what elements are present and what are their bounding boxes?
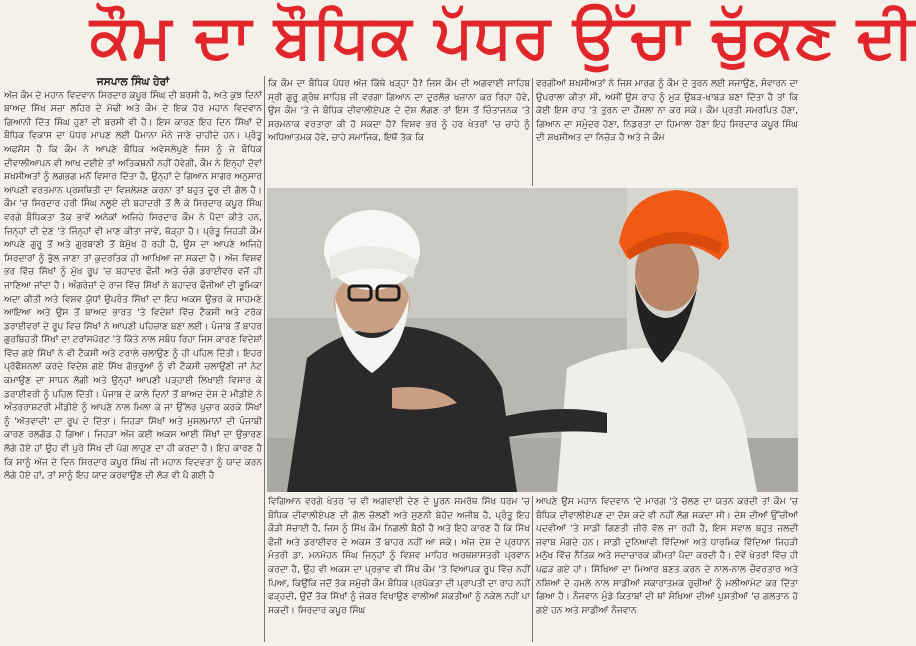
column-text-5: ਆਪਣੇ ਉਸ ਮਹਾਨ ਵਿਦਵਾਨ 'ਦੇ ਮਾਰਗ 'ਤੇ ਚੱਲਣ ਦਾ ਯਤਨ ਕਰਦੀ ਤਾਂ ਕੌਮ 'ਚ ਬੌਧਿਕ ਦੀਵਾਲੀਏਪਣ ਦਾ ਦੋਸ਼ ਕਦੇ ਵੀ ਨਹੀਂ ਲੱਗ ਸਕਦਾ ਸੀ। ਦੇਸ਼ ਦੀਆਂ ਉੱਚੀਆਂ ਪਦਵੀਆਂ 'ਤੇ ਸਾਡੀ ਗਿਣਤੀ ਜ਼ੀਰੋ ਵੱਲ ਜਾ ਰਹੀ ਹੈ, ਇਸ ਸਵਾਲ ਬਹੁਤ ਜਲਦੀ ਜਵਾਬ ਮੰਗਦੇ ਹਨ। ਸਾਡੀ ਦੁਨਿਆਵੀ ਵਿੱਦਿਆ ਅਤੇ ਧਾਰਮਿਕ ਵਿੱਦਿਆ ਜਿਹੜੀ ਮਨੁੱਖ ਵਿੱਚ ਨੈਤਿਕ ਅਤੇ ਸਦਾਚਾਰਕ ਕੀਮਤਾਂ ਪੈਦਾ ਕਰਦੀ ਹੈ। ਦੋਵੇਂ ਖੇਤਰਾਂ ਵਿੱਚ ਹੀ ਪਛੜ ਗਏ ਹਾਂ। ਸਿੱਖਿਆ ਦਾ ਮਿਆਰ ਬਣਤ ਕਰਨ ਦੇ ਨਾਲ-ਨਾਲ ਚੌਵਰਤਾਰ ਅਤੇ ਨਸ਼ਿਆਂ ਦੇ ਹਮਲੇ ਨਾਲ ਸਾਡੀਆਂ ਸਕਾਰਾਤਮਕ ਰੁਚੀਆਂ ਨੂੰ ਮਲੀਆਮੇਟ ਕਰ ਦਿੱਤਾ ਗਿਆ ਹੈ। ਨੌਜਵਾਨ ਮੁੰਡੇ ਕਿਤਾਬਾਂ ਦੀ ਥਾਂ ਸੰਖਿਆ ਦੀਆਂ ਪੁਸ਼ਤੀਆਂ 'ਚ ਗਲਤਾਨ ਹੋ ਗਏ ਹਨ ਅਤੇ ਸਾਡੀਆਂ ਨੌਜਵਾਨ (536, 497, 798, 616)
column-text-3: ਵਰਗੀਆਂ ਸ਼ਖਸੀਅਤਾਂ ਨੇ ਜਿਸ ਮਾਰਗ ਨੂੰ ਕੌਮ ਦੇ ਤੁਰਨ ਲਈ ਸਜਾਉਣ, ਸੰਵਾਰਨ ਦਾ ਉਪਰਾਲਾ ਕੀਤਾ ਸੀ, ਅਸੀਂ ਉਸ ਰਾਹ ਨੂੰ ਮੁੜ ਉਬੜ-ਖਾਬੜ ਬਣਾ ਦਿੱਤਾ ਹੈ ਤਾਂ ਕਿ ਕੋਈ ਇਸ ਰਾਹ 'ਤੇ ਤੁਰਨ ਦਾ ਹੌਂਸਲਾ ਨਾ ਕਰ ਸਕੇ। ਕੌਮ ਪ੍ਰਤੀ ਸਮਰਪਿਤ ਹੋਣਾ, ਗਿਆਨ ਦਾ ਸਮੁੰਦਰ ਹੋਣਾ, ਨਿਡਰਤਾ ਦਾ ਹਿਮਾਲਾ ਹੋਣਾ ਇਹ ਸਿਰਦਾਰ ਕਪੂਰ ਸਿੰਘ ਦੀ ਸ਼ਖਸੀਅਤ ਦਾ ਨਿਚੋੜ ਹੈ ਅਤੇ ਜੇ ਕੌਮ (536, 79, 798, 144)
column-text-4: ਵਿਗਿਆਨ ਵਰਗੇ ਖੇਤਰ 'ਚ ਵੀ ਅਗਵਾਈ ਦੇਣ ਦੇ ਪੂਰਨ ਸਮਰੱਥ ਸਿੱਖ ਧਰਮ 'ਚ ਬੌਧਿਕ ਦੀਵਾਲੀਏਪਣ ਦੀ ਗੱਲ ਚੱਲਣੀ ਅਤੇ ਸੁਣਨੀ ਬੇਹੱਦ ਅਜੀਬ ਹੈ, ਪ੍ਰੰਤੂ ਇਹ ਕੌੜੀ ਸੱਚਾਈ ਹੈ, ਜਿਸ ਨੂੰ ਸਿੱਖ ਕੌਮ ਨਿਗਲੀ ਬੈਠੀ ਹੈ ਅਤੇ ਇਹੋ ਕਾਰਣ ਹੈ ਕਿ ਸਿੱਖ ਫੌਜੀ ਅਤੇ ਡਰਾਈਵਰ ਦੇ ਅਕਸ ਤੋਂ ਬਾਹਰ ਨਹੀਂ ਆ ਸਕੇ। ਅੱਜ ਦੇਸ਼ ਦੇ ਪ੍ਰਧਾਨ ਮੰਤਰੀ ਡਾ. ਮਨਮੋਹਨ ਸਿੰਘ ਜਿਨ੍ਹਾਂ ਨੂੰ ਵਿਸ਼ਵ ਮਾਹਿਰ ਅਰਥਸ਼ਾਸਤਰੀ ਪ੍ਰਵਾਨ ਕਰਦਾ ਹੈ, ਉਹ ਵੀ ਅਕਸ ਦਾ ਪ੍ਰਭਾਵ ਵੀ ਸਿੱਖ ਕੌਮ 'ਤੇ ਵਿਆਪਕ ਰੂਪ ਵਿੱਚ ਨਹੀਂ ਪਿਆ, ਕਿਉਂਕਿ ਜਦੋਂ ਤੱਕ ਸਮੁੱਚੀ ਕੌਮ ਬੌਧਿਕ ਪ੍ਰਪੱਕਤਾ ਦੀ ਪ੍ਰਾਪਤੀ ਦਾ ਰਾਹ ਨਹੀਂ ਫੜ੍ਹਦੀ, ਉਦੋਂ ਤੱਕ ਸਿੱਖਾਂ ਨੂੰ ਜੇਕਰ ਵਿਖਾਉਣ ਵਾਲੀਆਂ ਸ਼ਕਤੀਆਂ ਨੂੰ ਨਕੇਲ ਨਹੀਂ ਪਾ ਸਕਦੀ। ਸਿਰਦਾਰ ਕਪੂਰ ਸਿੰਘ (268, 497, 530, 616)
column-text-1: ਅੱਜ ਕੌਮ ਦੇ ਮਹਾਨ ਵਿਦਵਾਨ ਸਿਰਦਾਰ ਕਪੂਰ ਸਿੰਘ ਦੀ ਬਰਸੀ ਹੈ, ਅਤੇ ਕੁਝ ਦਿਨਾਂ ਬਾਅਦ ਸਿੱਖ ਸਜ਼ਾ ਲਹਿਰ ਦੇ ਮੋਢੀ ਅਤੇ ਕੌਮ ਦੇ ਇਕ ਹੋਰ ਮਹਾਨ ਵਿਦਵਾਨ ਗਿਆਨੀ ਦਿੱਤ ਸਿੰਘ ਹੁਣਾਂ ਦੀ ਬਰਸੀ ਵੀ ਹੈ। ਇਸ ਕਾਰਣ ਇਹ ਦਿਨ ਸਿੱਖਾਂ ਦੇ ਬੌਧਿਕ ਵਿਕਾਸ ਦਾ ਪੱਧਰ ਮਾਪਣ ਲਈ ਪੈਮਾਨਾ ਮੰਨੇ ਜਾਣੇ ਚਾਹੀਦੇ ਹਨ। ਪ੍ਰੰਤੂ ਅਫਸੋਸ ਹੈ ਕਿ ਕੌਮ ਨੇ ਆਪਣੇ ਬੌਧਿਕ ਅਵੇਸਲੇਪੁਣੇ ਜਿਸ ਨੂੰ ਜੇ ਬੌਧਿਕ ਦੀਵਾਲੀਆਪਨ ਵੀ ਆਖ ਦਈਏ ਤਾਂ ਅਤਿਕਥਨੀ ਨਹੀਂ ਹੋਵੇਗੀ, ਕੌਮ ਨੇ ਇਨ੍ਹਾਂ ਦੋਵਾਂ ਸ਼ਖਸੀਅਤਾਂ ਨੂੰ ਲਗਭਗ ਮਨੋਂ ਵਿਸਾਰ ਦਿੱਤਾ ਹੈ, ਉਨ੍ਹਾਂ ਦੇ ਗਿਆਨ ਸਾਗਰ ਅਨੁਸਾਰ ਆਪਣੀ ਵਰਤਮਾਨ ਪ੍ਰਸਥਿਤੀ ਦਾ ਵਿਸ਼ਲੇਸ਼ਣ ਕਰਨਾ ਤਾਂ ਬਹੁਤ ਦੂਰ ਦੀ ਗੱਲ ਹੈ। ਕੌਮ 'ਚ ਸਿਰਦਾਰ ਹਰੀ ਸਿੰਘ ਨਲੂਏ ਦੀ ਬਹਾਦਰੀ ਤੋਂ ਲੈ ਕੇ ਸਿਰਦਾਰ ਕਪੂਰ ਸਿੰਘ ਵਰਗੇ ਬੌਧਿਕਤਾ ਤੱਕ ਭਾਵੇਂ ਅਨੇਕਾਂ ਅਜਿਹੇ ਸਿਰਦਾਰ ਕੌਮ ਨੇ ਪੈਦਾ ਕੀਤੇ ਹਨ, ਜਿਨ੍ਹਾਂ ਦੀ ਦੇਣ 'ਤੇ ਜਿੰਨ੍ਹਾਂ ਵੀ ਮਾਣ ਕੀਤਾ ਜਾਵੇ, ਥੋੜ੍ਹਾ ਹੈ। ਪ੍ਰੰਤੂ ਜਿਹੜੀ ਕੌਮ ਆਪਣੇ ਗੁਰੂ ਤੋਂ ਅਤੇ ਗੁਰਬਾਣੀ ਤੋਂ ਬੇਮੁੱਖ ਹੋ ਰਹੀ ਹੈ, ਉਸ ਦਾ ਆਪਣੇ ਅਜਿਹੇ ਸਿਰਦਾਰਾਂ ਨੂੰ ਭੁੱਲ ਜਾਣਾ ਤਾਂ ਕੁਦਰਤਿਕ ਹੀ ਆਖਿਆ ਜਾ ਸਕਦਾ ਹੈ। ਅੱਜ ਵਿਸ਼ਵ ਭਰ ਵਿੱਚ ਸਿੱਖਾਂ ਨੂੰ ਮੁੱਖ ਰੂਪ 'ਚ ਬਹਾਦਰ ਫੌਜੀ ਅਤੇ ਚੰਗੇ ਡਰਾਈਵਰ ਵਜੋਂ ਹੀ ਜਾਣਿਆ ਜਾਂਦਾ ਹੈ। ਅੰਗਰੇਜ਼ਾਂ ਦੇ ਰਾਜ ਵਿੱਚ ਸਿੱਖਾਂ ਨੇ ਬਹਾਦਰ ਫੌਜੀਆਂ ਦੀ ਭੂਮਿਕਾ ਅਦਾ ਕੀਤੀ ਅਤੇ ਵਿਸ਼ਵ ਯੁੱਧਾਂ ਉਪਰੰਤ ਸਿੱਖਾਂ ਦਾ ਇਹ ਅਕਸ ਉਭਰ ਕੇ ਸਾਹਮਣੇ ਆਇਆ ਅਤੇ ਉਸ ਤੋਂ ਬਾਅਦ ਭਾਰਤ 'ਤੇ ਵਿਦੇਸ਼ਾਂ ਵਿੱਚ ਟੈਕਸੀ ਅਤੇ ਟਰੱਕ ਡਰਾਈਵਰਾਂ ਦੇ ਰੂਪ ਵਿਚ ਸਿੱਖਾਂ ਨੇ ਆਪਣੀ ਪਹਿਚਾਣ ਬਣਾ ਲਈ। ਪੰਜਾਬ ਤੋਂ ਬਾਹਰ ਗੁਰਬਿਹਤੀ ਸਿੱਖਾਂ ਦਾ ਟਰਾਂਸਪੋਰਟ 'ਤੇ ਕਿੱਤੇ ਨਾਲ ਸਬੰਧ ਰਿਹਾ ਜਿਸ ਕਾਰਣ ਵਿਦੇਸ਼ਾਂ ਵਿੱਚ ਗਏ ਸਿੱਖਾਂ ਨੇ ਵੀ ਟੈਕਸੀ ਅਤੇ ਟਰਾਲੇ ਚਲਾਉਣ ਨੂੰ ਹੀ ਪਹਿਲ ਦਿੱਤੀ। ਇਹਰ ਪ੍ਰੋਫੈਸ਼ਨਲਾਂ ਕਰਦੇ ਵਿਦੇਸ਼ ਗਏ ਸਿੱਖ ਗੱਭਰੂਆਂ ਨੂੰ ਵੀ ਟੈਕਸੀ ਚਲਾਉਣੀ ਜਾਂ ਨੇਟ ਕਮਾਉਣ ਦਾ ਸਾਧਨ ਲੱਗੀ ਅਤੇ ਉਨ੍ਹਾਂ ਆਪਣੀ ਪੜ੍ਹਾਈ ਲਿਖਾਈ ਵਿਸਾਰ ਕੇ ਡਰਾਈਵਰੀ ਨੂੰ ਪਹਿਲ ਦਿੱਤੀ। ਪੰਜਾਬ ਦੇ ਕਾਲੇ ਦਿਨਾਂ ਤੋਂ ਬਾਅਦ ਦੇਸ਼ ਦੇ ਮੀਡੀਏ ਨੇ ਅੰਤਰਰਾਸ਼ਟਰੀ ਮੀਡੀਏ ਨੂੰ ਆਪਣੇ ਨਾਲ ਮਿਲਾ ਕੇ ਜਾ ਉੱਲਰ ਪੁਚਾਰ ਕਰਕੇ ਸਿੱਖਾਂ ਨੂੰ 'ਅੱਤਵਾਦੀ' ਦਾ ਰੂਪ ਦੇ ਦਿੱਤਾ। ਜਿਹੜਾ ਸਿੱਖਾਂ ਅਤੇ ਮੁਸਲਮਾਨਾਂ ਦੀ ਪੰਜਾਬੀ ਕਾਰਣ ਰਲਗੱਡ ਹੋ ਗਿਆ। ਜਿਹੜਾ ਅੱਜ ਕਈ ਅਕਸ ਆਈ ਸਿੱਖਾਂ ਦਾ ਉਭਾਰਣ ਲੱਗੇ ਹੋਏ ਹਾਂ ਉਹ ਵੀ ਪੁਰੇ ਸਿੱਖ ਦੀ ਪੱਗ ਲਾਹੁਣ ਦਾ ਹੀ ਕਰਦਾ ਹੈ। ਇਹ ਕਾਰਣ ਹੈ ਕਿ ਸਾਨੂੰ ਅੱਜ ਦੇ ਦਿਨ ਸਿਰਦਾਰ ਕਪੂਰ ਸਿੰਘ ਜੀ ਮਹਾਨ ਵਿਦਵਤਾ ਨੂੰ ਯਾਦ ਕਰਨ ਲੱਗੇ ਹੋਏ ਹਾਂ, ਤਾਂ ਸਾਨੂੰ ਇਹ ਯਾਦ ਕਰਵਾਉਣ ਦੀ ਲੋੜ ਵੀ ਪੈ ਗਈ ਹੈ (4, 90, 262, 482)
article-column-2 (268, 78, 530, 186)
article-column-3 (536, 78, 798, 186)
article-photo (267, 188, 798, 492)
byline: ਜਸਪਾਲ ਸਿੰਘ ਹੇਰਾਂ (96, 76, 170, 88)
article-column-5 (536, 496, 798, 642)
column-text-2: ਕਿ ਕੌਮ ਦਾ ਬੌਧਿਕ ਪੱਧਰ ਅੱਜ ਕਿੱਥੇ ਖੜ੍ਹਾ ਹੈ? ਜਿਸ ਕੌਮ ਦੀ ਅਗਵਾਈ ਸਾਹਿਬ ਸ੍ਰੀ ਗੁਰੂ ਗ੍ਰੰਥ ਸਾਹਿਬ ਜੀ ਵਰਗਾ ਗਿਆਨ ਦਾ ਦੁਰਲੱਭ ਖਜ਼ਾਨਾ ਕਰ ਰਿਹਾ ਹੋਵੇ, ਉਸ ਕੌਮ 'ਤੇ ਜੇ ਬੌਧਿਕ ਦੀਵਾਲੀਏਪਣ ਦੇ ਦੋਸ਼ ਲੱਗਣ ਤਾਂ ਇਸ ਤੋਂ ਚਿੰਤਾਜਨਕ 'ਤੇ ਸ਼ਰਮਨਾਕ ਵਰਤਾਰਾ ਕੀ ਹੋ ਸਕਦਾ ਹੈ? ਵਿਸ਼ਵ ਭਰ ਨੂੰ ਹਰ ਖੇਤਰਾਂ 'ਚ ਚਾਹੇ ਨੂੰ ਅਧਿਆਤਮਕ ਹੋਵੇ, ਚਾਹੇ ਸਮਾਜਿਕ, ਇਥੋਂ ਤੱਕ ਕਿ (268, 79, 530, 144)
column-divider (532, 496, 533, 642)
column-divider (264, 76, 265, 642)
photo-illustration (267, 188, 798, 492)
column-divider (532, 78, 533, 186)
headline: ਕੌਮ ਦਾ ਬੌਧਿਕ ਪੱਧਰ ਉੱਚਾ ਚੁੱਕਣ ਦੀ (90, 2, 916, 72)
article-column-1 (4, 76, 262, 642)
article-column-4 (268, 496, 530, 642)
